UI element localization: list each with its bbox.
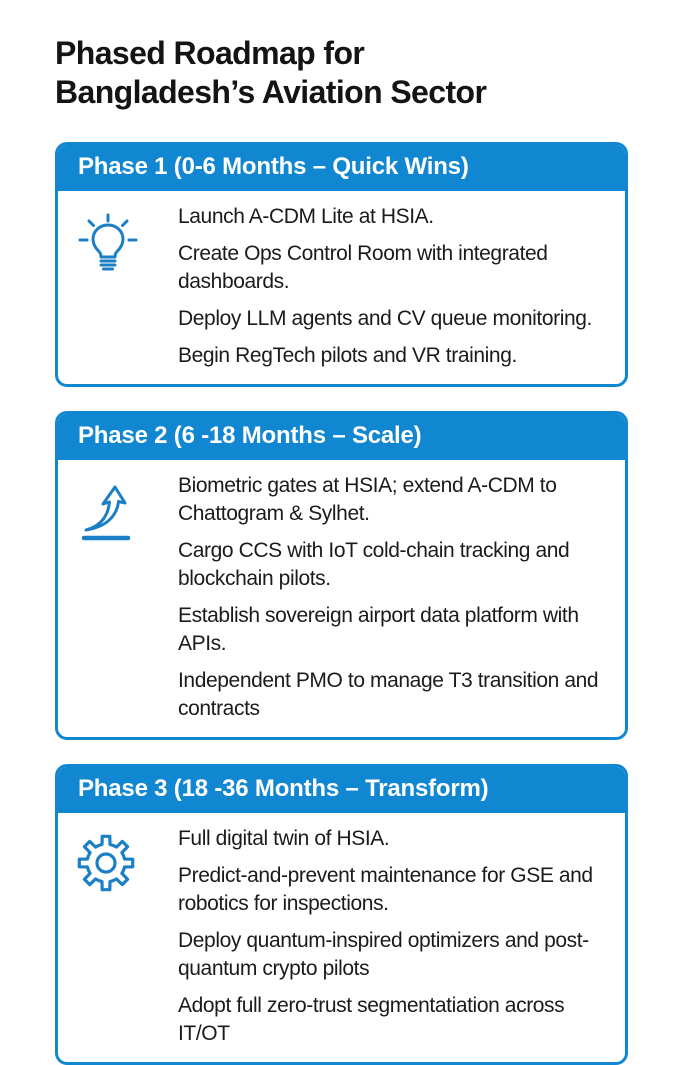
list-item: Deploy quantum-inspired optimizers and post-quantum crypto pilots xyxy=(178,929,589,980)
growth-arrow-icon xyxy=(74,472,178,546)
phase-3-item-list xyxy=(178,825,615,1048)
phase-3-body xyxy=(58,813,625,1062)
list-item: Create Ops Control Room with integrated dashboards. xyxy=(178,242,548,293)
list-item: Begin RegTech pilots and VR training. xyxy=(178,344,517,367)
page-title-line-2: Bangladesh’s Aviation Sector xyxy=(55,74,487,110)
phase-2-item-list xyxy=(178,472,615,723)
list-item: Deploy LLM agents and CV queue monitoring. xyxy=(178,307,592,330)
phase-3-card xyxy=(55,764,628,1065)
phase-1-body xyxy=(58,191,625,384)
phase-2-card xyxy=(55,411,628,740)
list-item: Biometric gates at HSIA; extend A-CDM to Chattogram & Sylhet. xyxy=(178,474,557,525)
list-item: Predict-and-prevent maintenance for GSE and robotics for inspections. xyxy=(178,864,593,915)
phase-1-item-list xyxy=(178,203,615,370)
page-title-line-1: Phased Roadmap for xyxy=(55,35,365,71)
list-item: Full digital twin of HSIA. xyxy=(178,827,390,850)
list-item: Cargo CCS with IoT cold-chain tracking and blockchain pilots. xyxy=(178,539,570,590)
list-item: Adopt full zero-trust segmentatiation across IT/OT xyxy=(178,994,565,1045)
phase-2-body xyxy=(58,460,625,737)
list-item: Establish sovereign airport data platform with APIs. xyxy=(178,604,579,655)
page-title xyxy=(55,34,628,112)
phase-2-header: Phase 2 (6 -18 Months – Scale) xyxy=(58,414,625,460)
gear-icon xyxy=(74,825,178,895)
phase-3-header: Phase 3 (18 -36 Months – Transform) xyxy=(58,767,625,813)
phase-1-header: Phase 1 (0-6 Months – Quick Wins) xyxy=(58,145,625,191)
phase-1-card xyxy=(55,142,628,387)
list-item: Independent PMO to manage T3 transition and contracts xyxy=(178,669,599,720)
list-item: Launch A-CDM Lite at HSIA. xyxy=(178,205,434,228)
lightbulb-icon xyxy=(74,203,178,277)
